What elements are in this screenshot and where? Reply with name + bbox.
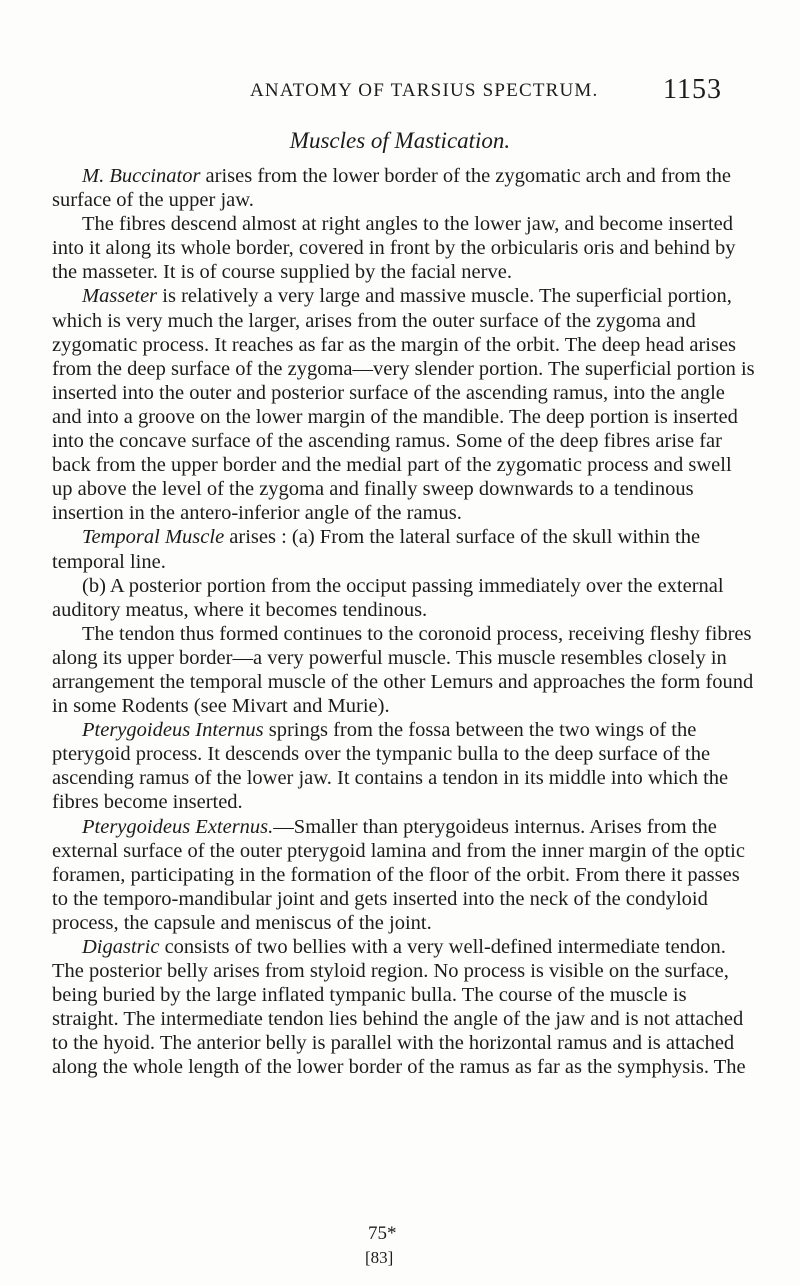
text-masseter: is relatively a very large and massive muscle. The superficial portion, which is very much the larger, arises from the outer surface of the zygoma and zygomatic process. It reaches as far as the margin of the orbit. The deep head arises from the deep surface of the zygoma—very slender portion. The superficial portion is inserted into the outer and posterior surface of the ascending ramus, into the angle and into a groove on the lower margin of the mandible. The deep portion is inserted into the concave surface of the ascending ramus. Some of the deep fibres arise far back from the upper border and the medial part of the zygomatic process and swell up above the level of the zygoma and finally sweep downwards to a tendinous insertion in the antero-inferior angle of the ramus.: [52, 285, 755, 525]
running-title: ANATOMY OF TARSIUS SPECTRUM.: [250, 80, 599, 101]
paragraph-temporal-b: (b) A posterior portion from the occiput passing immediately over the external auditory meatus, where it becomes tendinous.: [52, 574, 724, 621]
paragraph-pterygoideus-internus: [52, 718, 757, 814]
term-pterygoideus-externus: Pterygoideus Externus.: [82, 815, 274, 838]
term-temporal: Temporal Muscle: [82, 526, 225, 549]
term-digastric: Digastric: [82, 936, 160, 958]
text-digastric: consists of two bellies with a very well-defined intermediate tendon. The posterior belly arises from styloid region. No process is visible on the surface, being buried by the large inflated tympanic bulla. The course of the muscle is straight. The intermediate tendon lies behind the angle of the jaw and is not attached to the hyoid. The anterior belly is parallel with the horizontal ramus and is attached along the whole length of the lower border of the ramus as far as the symphysis. The: [52, 936, 746, 1079]
paragraph-digastric: [52, 935, 757, 1080]
term-buccinator: M. Buccinator: [82, 165, 201, 187]
page-number: 1153: [663, 74, 722, 105]
paragraph-temporal-tendon: The tendon thus formed continues to the coronoid process, receiving fleshy fibres along its upper border—a very powerful muscle. This muscle resembles closely in arrangement the temporal muscle of the other Lemurs and approaches the form found in some Rodents (see Mivart and Murie).: [52, 622, 754, 718]
paragraph-pterygoideus-externus: [52, 815, 757, 935]
section-title: Muscles of Mastication.: [289, 128, 511, 153]
sheet-number: [83]: [365, 1248, 394, 1267]
signature-mark: 75*: [368, 1223, 397, 1244]
term-pterygoideus-internus: Pterygoideus Internus: [82, 719, 264, 742]
paragraph-buccinator-fibres: The fibres descend almost at right angles to the lower jaw, and become inserted into it along its whole border, covered in front by the orbicularis oris and behind by the masseter. It is of course supplied by the facial nerve.: [52, 213, 736, 284]
paragraph-masseter: [52, 284, 757, 525]
paragraph-temporal: [52, 525, 757, 573]
text-pterygoideus-internus: springs from the fossa between the two wings of the pterygoid process. It descends over the tympanic bulla to the deep surface of the ascending ramus of the lower jaw. It contains a tendon in its middle into which the fibres become inserted.: [52, 719, 729, 814]
text-buccinator: arises from the lower border of the zygomatic arch and from the surface of the upper jaw.: [52, 165, 731, 212]
running-head: [0, 74, 800, 118]
paragraph-buccinator: [52, 164, 757, 212]
text-temporal: arises : (a) From the lateral surface of the skull within the temporal line.: [52, 526, 701, 573]
text-pterygoideus-externus: —Smaller than pterygoideus internus. Arises from the external surface of the outer pterygoid lamina and from the inner margin of the optic foramen, participating in the formation of the floor of the orbit. From there it passes to the temporo-mandibular joint and gets inserted into the neck of the condyloid process, the capsule and meniscus of the joint.: [52, 815, 745, 934]
term-masseter: Masseter: [82, 285, 158, 308]
body-text: [52, 164, 757, 1080]
